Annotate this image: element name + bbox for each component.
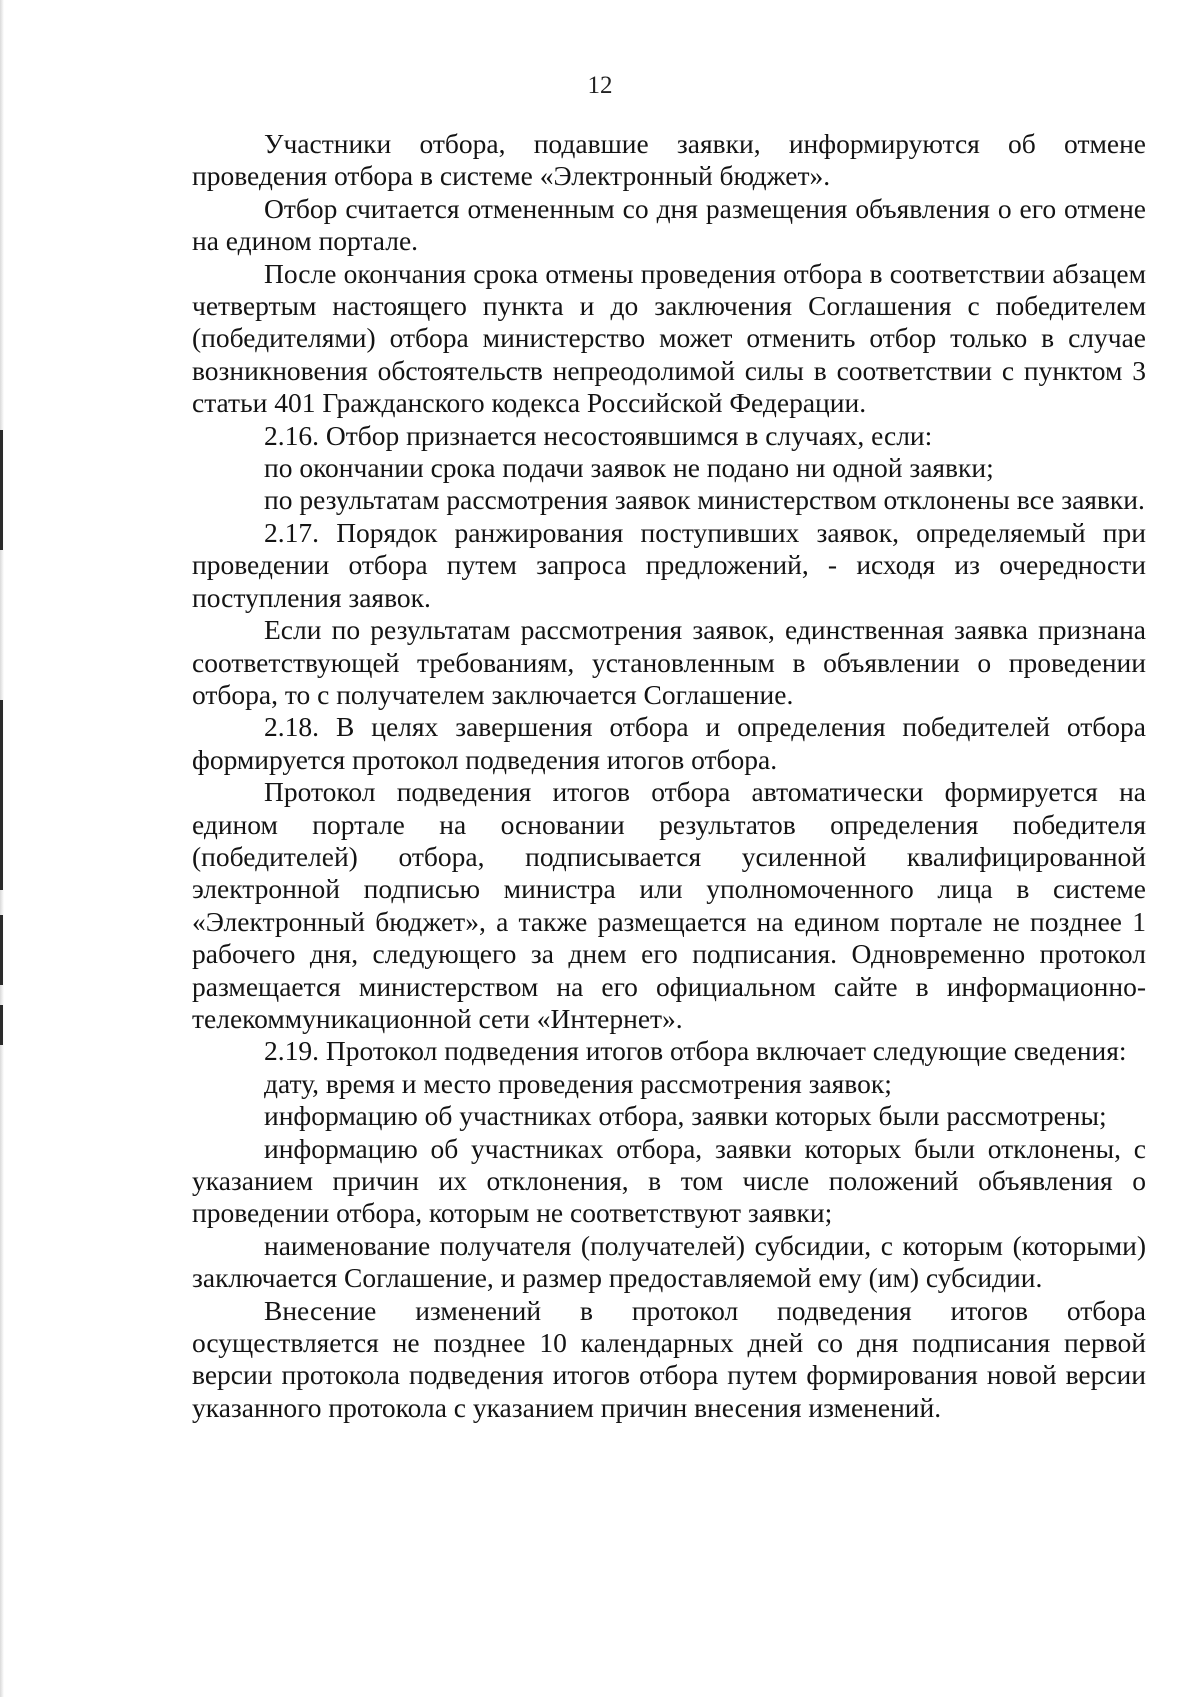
paragraph: информацию об участниках отбора, заявки которых были рассмотрены; (264, 1100, 1107, 1132)
document-body (192, 128, 1146, 1424)
scan-edge-mark (0, 700, 3, 890)
paragraph: Внесение изменений в протокол подведения итогов отбора осуществляется не позднее 10 календарных дней со дня подписания первой версии протокола подведения итогов отбора путем формирования новой версии указанного протокола с указанием причин внесения изменений. (192, 1294, 1146, 1423)
paragraph: 2.16. Отбор признается несостоявшимся в случаях, если: (264, 419, 933, 451)
paragraph: Отбор считается отмененным со дня размещения объявления о его отмене на едином портале. (192, 192, 1146, 257)
paragraph: 2.18. В целях завершения отбора и определения победителей отбора формируется протокол подведения итогов отбора. (192, 711, 1146, 775)
scan-edge-mark (0, 430, 3, 550)
paragraph: После окончания срока отмены проведения отбора в соответствии абзацем четвертым настоящего пункта и до заключения Соглашения с победителем (победителями) отбора министерство может отменить отбор только в случае возникновения обстоятельств непреодолимой силы в соответствии с пунктом 3 статьи 401 Гражданского кодекса Российской Федерации. (192, 257, 1146, 419)
scan-edge-mark (0, 915, 3, 985)
scan-edge-mark (0, 1005, 3, 1045)
paragraph: наименование получателя (получателей) субсидии, с которым (которыми) заключается Соглашение, и размер предоставляемой ему (им) субсидии. (192, 1229, 1146, 1294)
paragraph: Участники отбора, подавшие заявки, информируются об отмене проведения отбора в системе «Электронный бюджет». (192, 128, 1146, 192)
page-number: 12 (587, 72, 613, 99)
paragraph: по результатам рассмотрения заявок министерством отклонены все заявки. (264, 484, 1145, 516)
paragraph: дату, время и место проведения рассмотрения заявок; (264, 1067, 892, 1099)
paragraph: по окончании срока подачи заявок не подано ни одной заявки; (264, 452, 994, 484)
paragraph: Протокол подведения итогов отбора автоматически формируется на едином портале на основании результатов определения победителя (победителей) отбора, подписывается усиленной квалифицированной электронной подписью министра или уполномоченного лица в системе «Электронный бюджет», а также размещается на едином портале не позднее 1 рабочего дня, следующего за днем его подписания. Одновременно протокол размещается министерством на его официальном сайте в информационно-телекоммуникационной сети «Интернет». (192, 776, 1146, 1034)
paragraph: 2.17. Порядок ранжирования поступивших заявок, определяемый при проведении отбора путем запроса предложений, - исходя из очередности поступления заявок. (192, 516, 1146, 613)
paragraph: информацию об участниках отбора, заявки которых были отклонены, с указанием причин их отклонения, в том числе положений объявления о проведении отбора, которым не соответствуют заявки; (192, 1132, 1146, 1229)
paragraph: Если по результатам рассмотрения заявок, единственная заявка признана соответствующей требованиям, установленным в объявлении о проведении отбора, то с получателем заключается Соглашение. (192, 614, 1146, 710)
paragraph: 2.19. Протокол подведения итогов отбора включает следующие сведения: (264, 1035, 1127, 1067)
